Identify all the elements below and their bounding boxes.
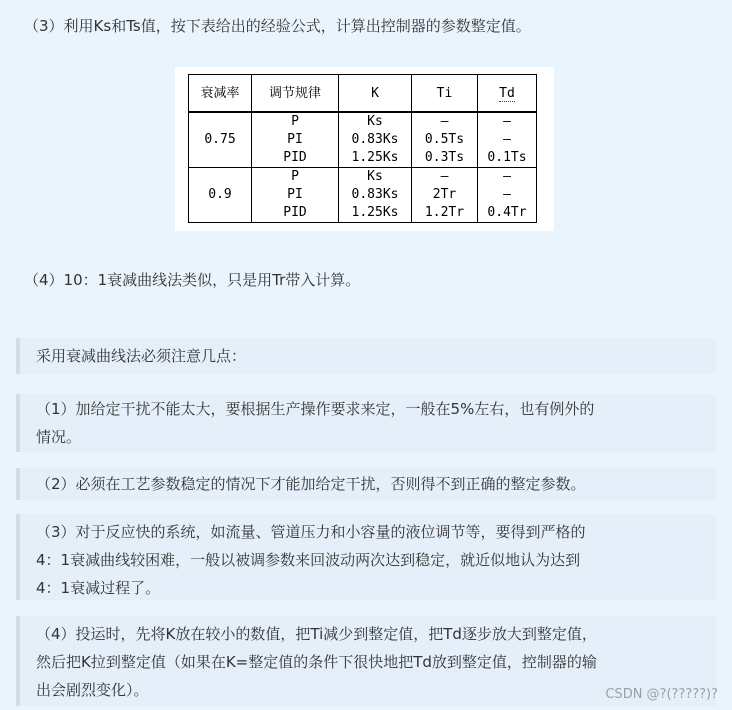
note-3-line-3: 4：1衰减过程了。 <box>36 579 161 597</box>
note-4-line-3: 出会剧烈变化）。 <box>36 681 149 699</box>
formula-table-image <box>175 67 554 231</box>
table-row <box>189 168 537 223</box>
note-2-quote <box>16 468 716 500</box>
header-k: K <box>339 75 412 113</box>
k-cell: Ks 0.83Ks 1.25Ks <box>339 112 412 168</box>
control-law-cell: P PI PID <box>252 112 339 168</box>
table-row <box>189 112 537 168</box>
note-1-quote <box>16 394 716 452</box>
note-2-text: （2）必须在工艺参数稳定的情况下才能加给定干扰，否则得不到正确的整定参数。 <box>36 475 586 493</box>
header-ti: Ti <box>412 75 478 113</box>
td-cell: – – 0.4Tr <box>478 168 537 223</box>
header-decay-ratio: 衰减率 <box>189 75 252 113</box>
ti-cell: – 2Tr 1.2Tr <box>412 168 478 223</box>
decay-ratio-cell: 0.9 <box>189 168 252 223</box>
note-4-line-1: （4）投运时，先将K放在较小的数值，把Ti减少到整定值，把Td逐步放大到整定值， <box>36 625 597 643</box>
notes-intro-quote <box>16 338 716 374</box>
ti-cell: – 0.5Ts 0.3Ts <box>412 112 478 168</box>
control-law-cell: P PI PID <box>252 168 339 223</box>
note-1-line-1: （1）加给定干扰不能太大，要根据生产操作要求来定，一般在5%左右，也有例外的 <box>36 400 595 418</box>
note-4-line-2: 然后把K拉到整定值（如果在K=整定值的条件下很快地把Td放到整定值，控制器的输 <box>36 653 597 671</box>
note-1-line-2: 情况。 <box>36 428 82 446</box>
step-3-paragraph: （3）利用Ks和Ts值，按下表给出的经验公式，计算出控制器的参数整定值。 <box>24 17 531 35</box>
decay-ratio-cell: 0.75 <box>189 112 252 168</box>
header-control-law: 调节规律 <box>252 75 339 113</box>
td-cell: – – 0.1Ts <box>478 112 537 168</box>
k-cell: Ks 0.83Ks 1.25Ks <box>339 168 412 223</box>
notes-intro-text: 采用衰减曲线法必须注意几点： <box>36 347 247 365</box>
note-3-line-1: （3）对于反应快的系统，如流量、管道压力和小容量的液位调节等，要得到严格的 <box>36 523 586 541</box>
csdn-watermark: CSDN @?(?????)? <box>605 687 718 702</box>
step-4-paragraph: （4）10：1衰减曲线法类似，只是用Tr带入计算。 <box>24 271 361 289</box>
note-3-line-2: 4：1衰减曲线较困难，一般以被调参数来回波动两次达到稳定，就近似地认为达到 <box>36 551 581 569</box>
header-td: Td <box>478 75 537 113</box>
tuning-formula-table <box>188 74 537 223</box>
note-3-quote <box>16 514 716 600</box>
